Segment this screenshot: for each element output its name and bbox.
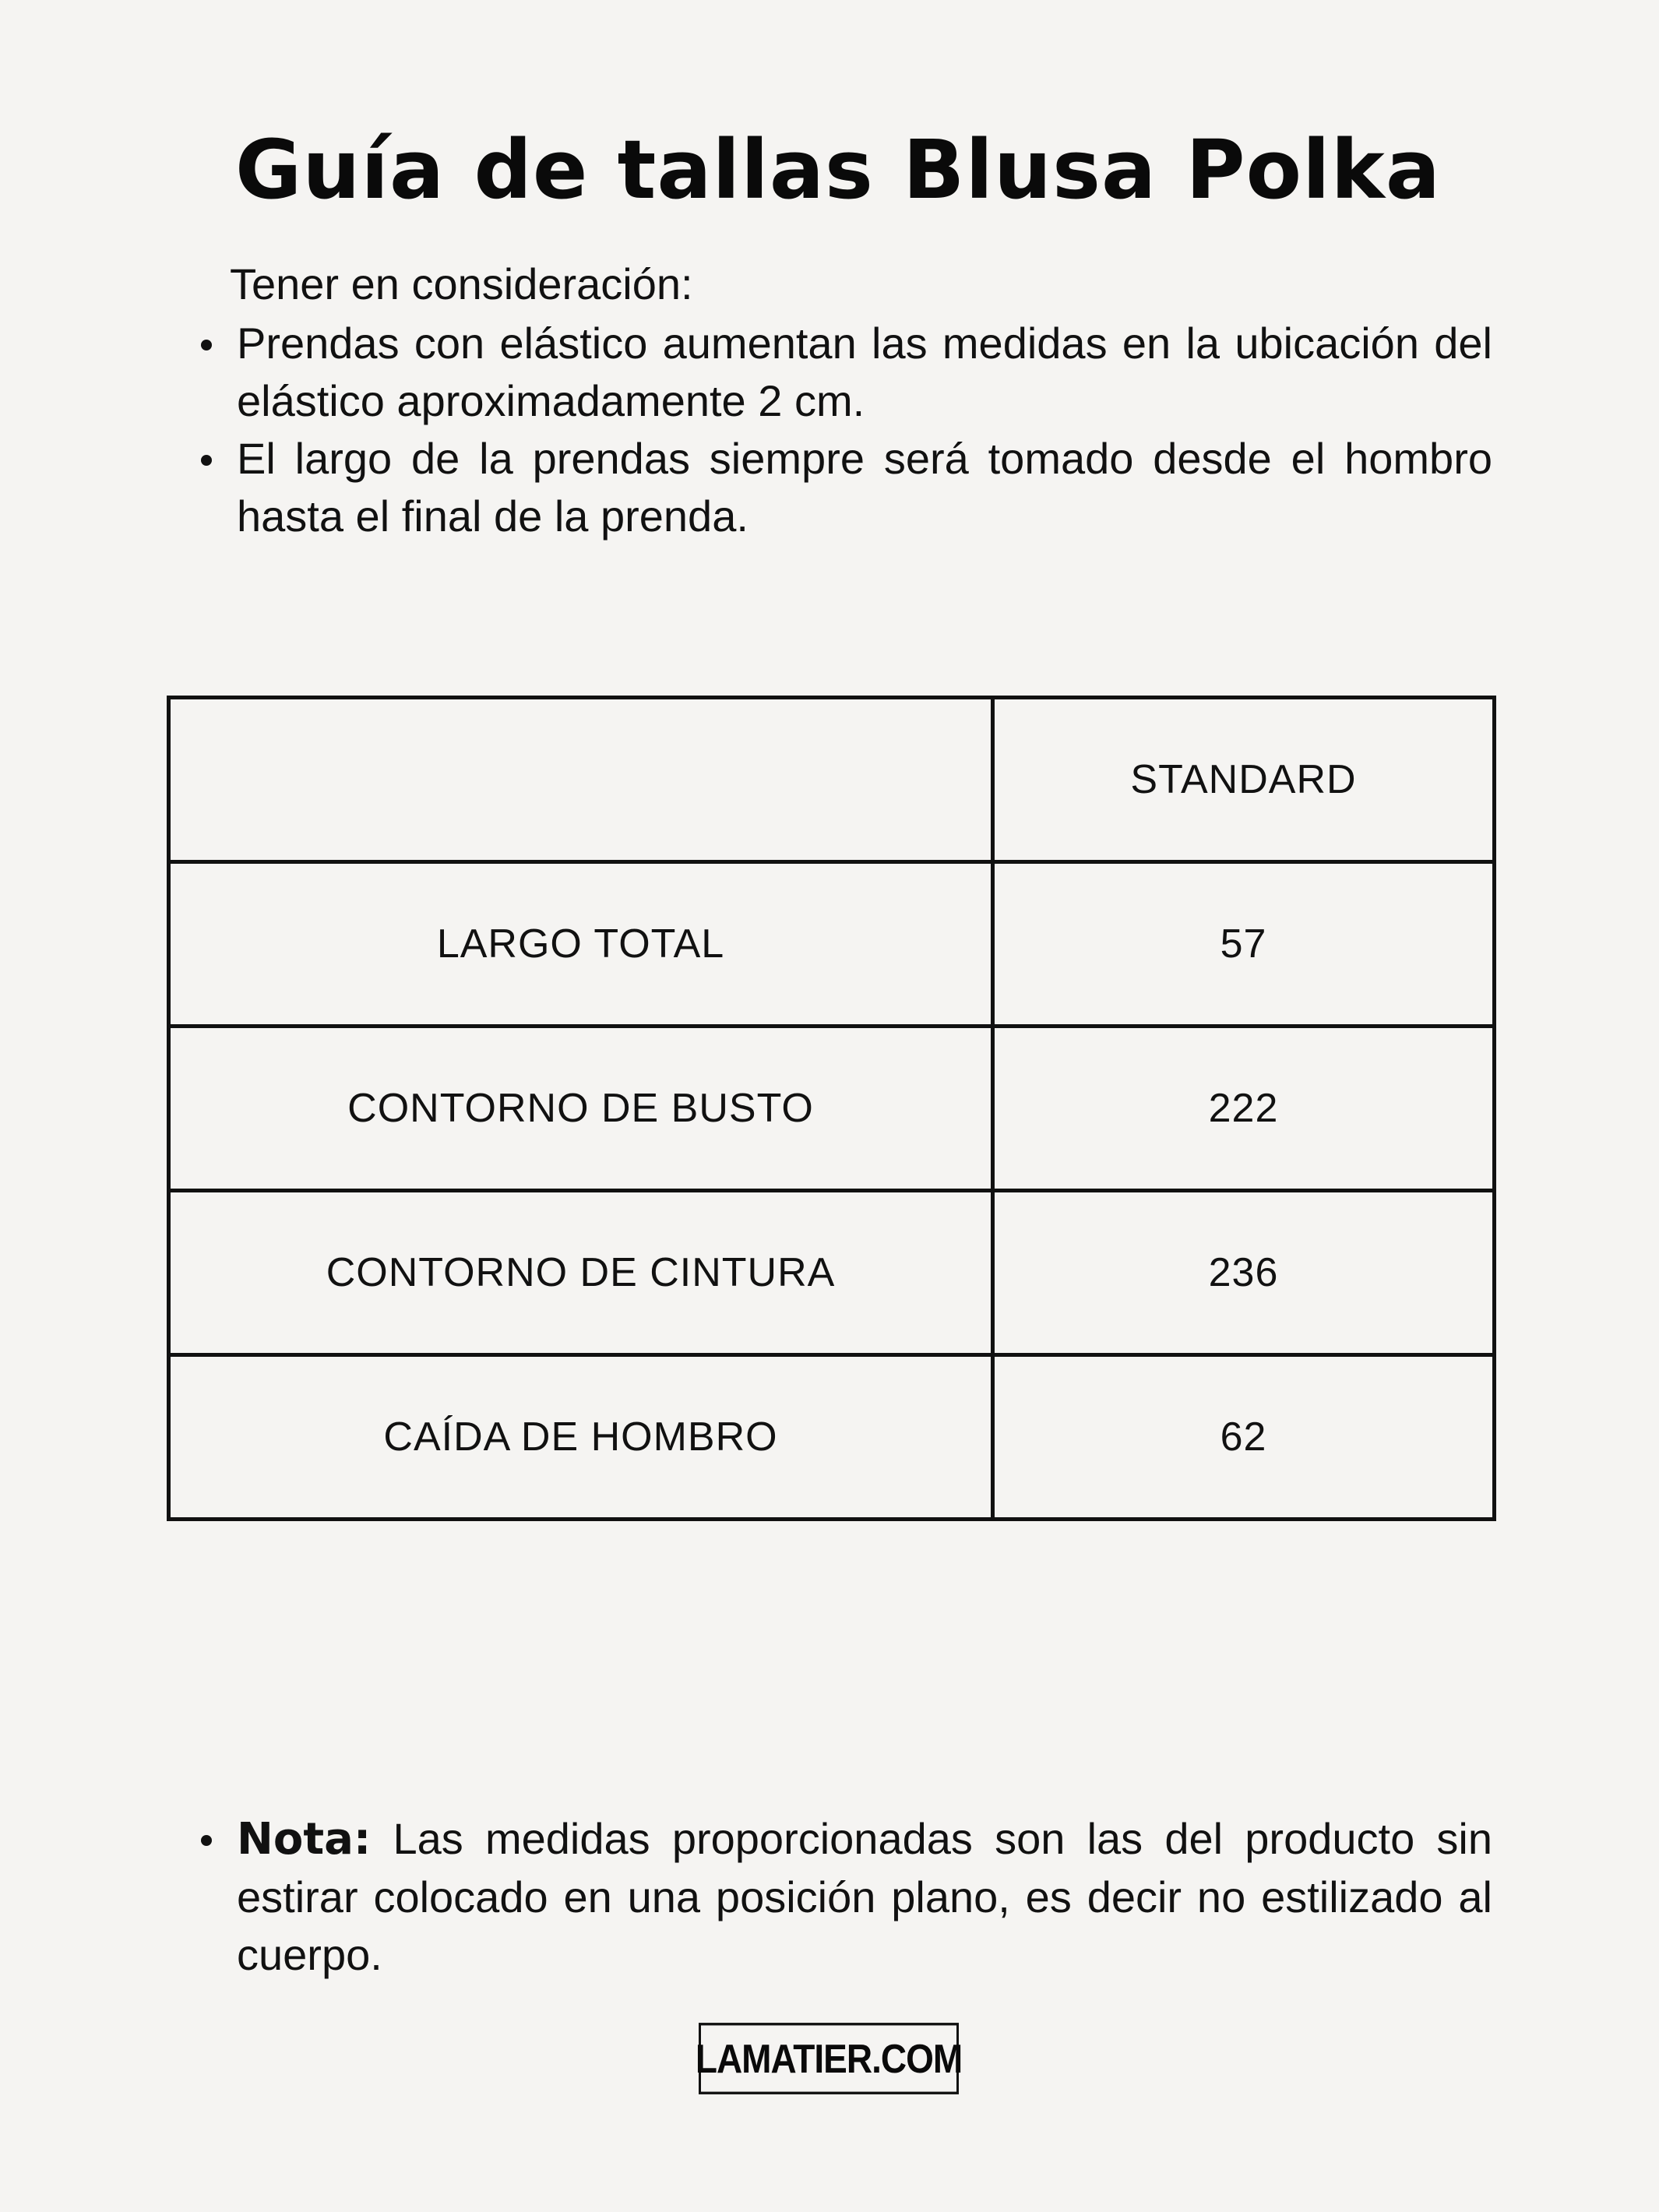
table-header-cell [169,698,993,862]
measure-value: 236 [993,1191,1495,1355]
intro-text: Tener en consideración: [230,259,693,308]
page-title: Guía de tallas Blusa Polka [235,122,1442,217]
table-header-row [169,698,1495,862]
table-row [169,1191,1495,1355]
table-header-cell: STANDARD [993,698,1495,862]
size-table [167,696,1496,1521]
measure-value: 62 [993,1355,1495,1520]
note-list [237,1810,1492,1984]
measure-label: LARGO TOTAL [169,862,993,1027]
note-item [237,1810,1492,1984]
brand-link[interactable]: LAMATIER.COM [699,2023,959,2094]
table-row [169,862,1495,1027]
measure-label: CONTORNO DE CINTURA [169,1191,993,1355]
bullet-icon [201,455,212,466]
measure-value: 57 [993,862,1495,1027]
list-item [237,430,1492,545]
measure-label: CONTORNO DE BUSTO [169,1027,993,1191]
note-label: Nota: [237,1814,372,1865]
measure-value: 222 [993,1027,1495,1191]
bullet-text: El largo de la prendas siempre será tomado desde el hombro hasta el final de la prenda. [237,434,1492,541]
table-row [169,1027,1495,1191]
consideration-list [237,315,1492,545]
list-item [237,315,1492,430]
table-row [169,1355,1495,1520]
measure-label: CAÍDA DE HOMBRO [169,1355,993,1520]
bullet-icon [201,340,212,350]
note-text: Las medidas proporcionadas son las del producto sin estirar colocado en una posición plano, es decir no estilizado al cuerpo. [237,1814,1492,1979]
bullet-text: Prendas con elástico aumentan las medidas en la ubicación del elástico aproximadamente 2 cm. [237,319,1492,425]
bullet-icon [201,1835,212,1846]
